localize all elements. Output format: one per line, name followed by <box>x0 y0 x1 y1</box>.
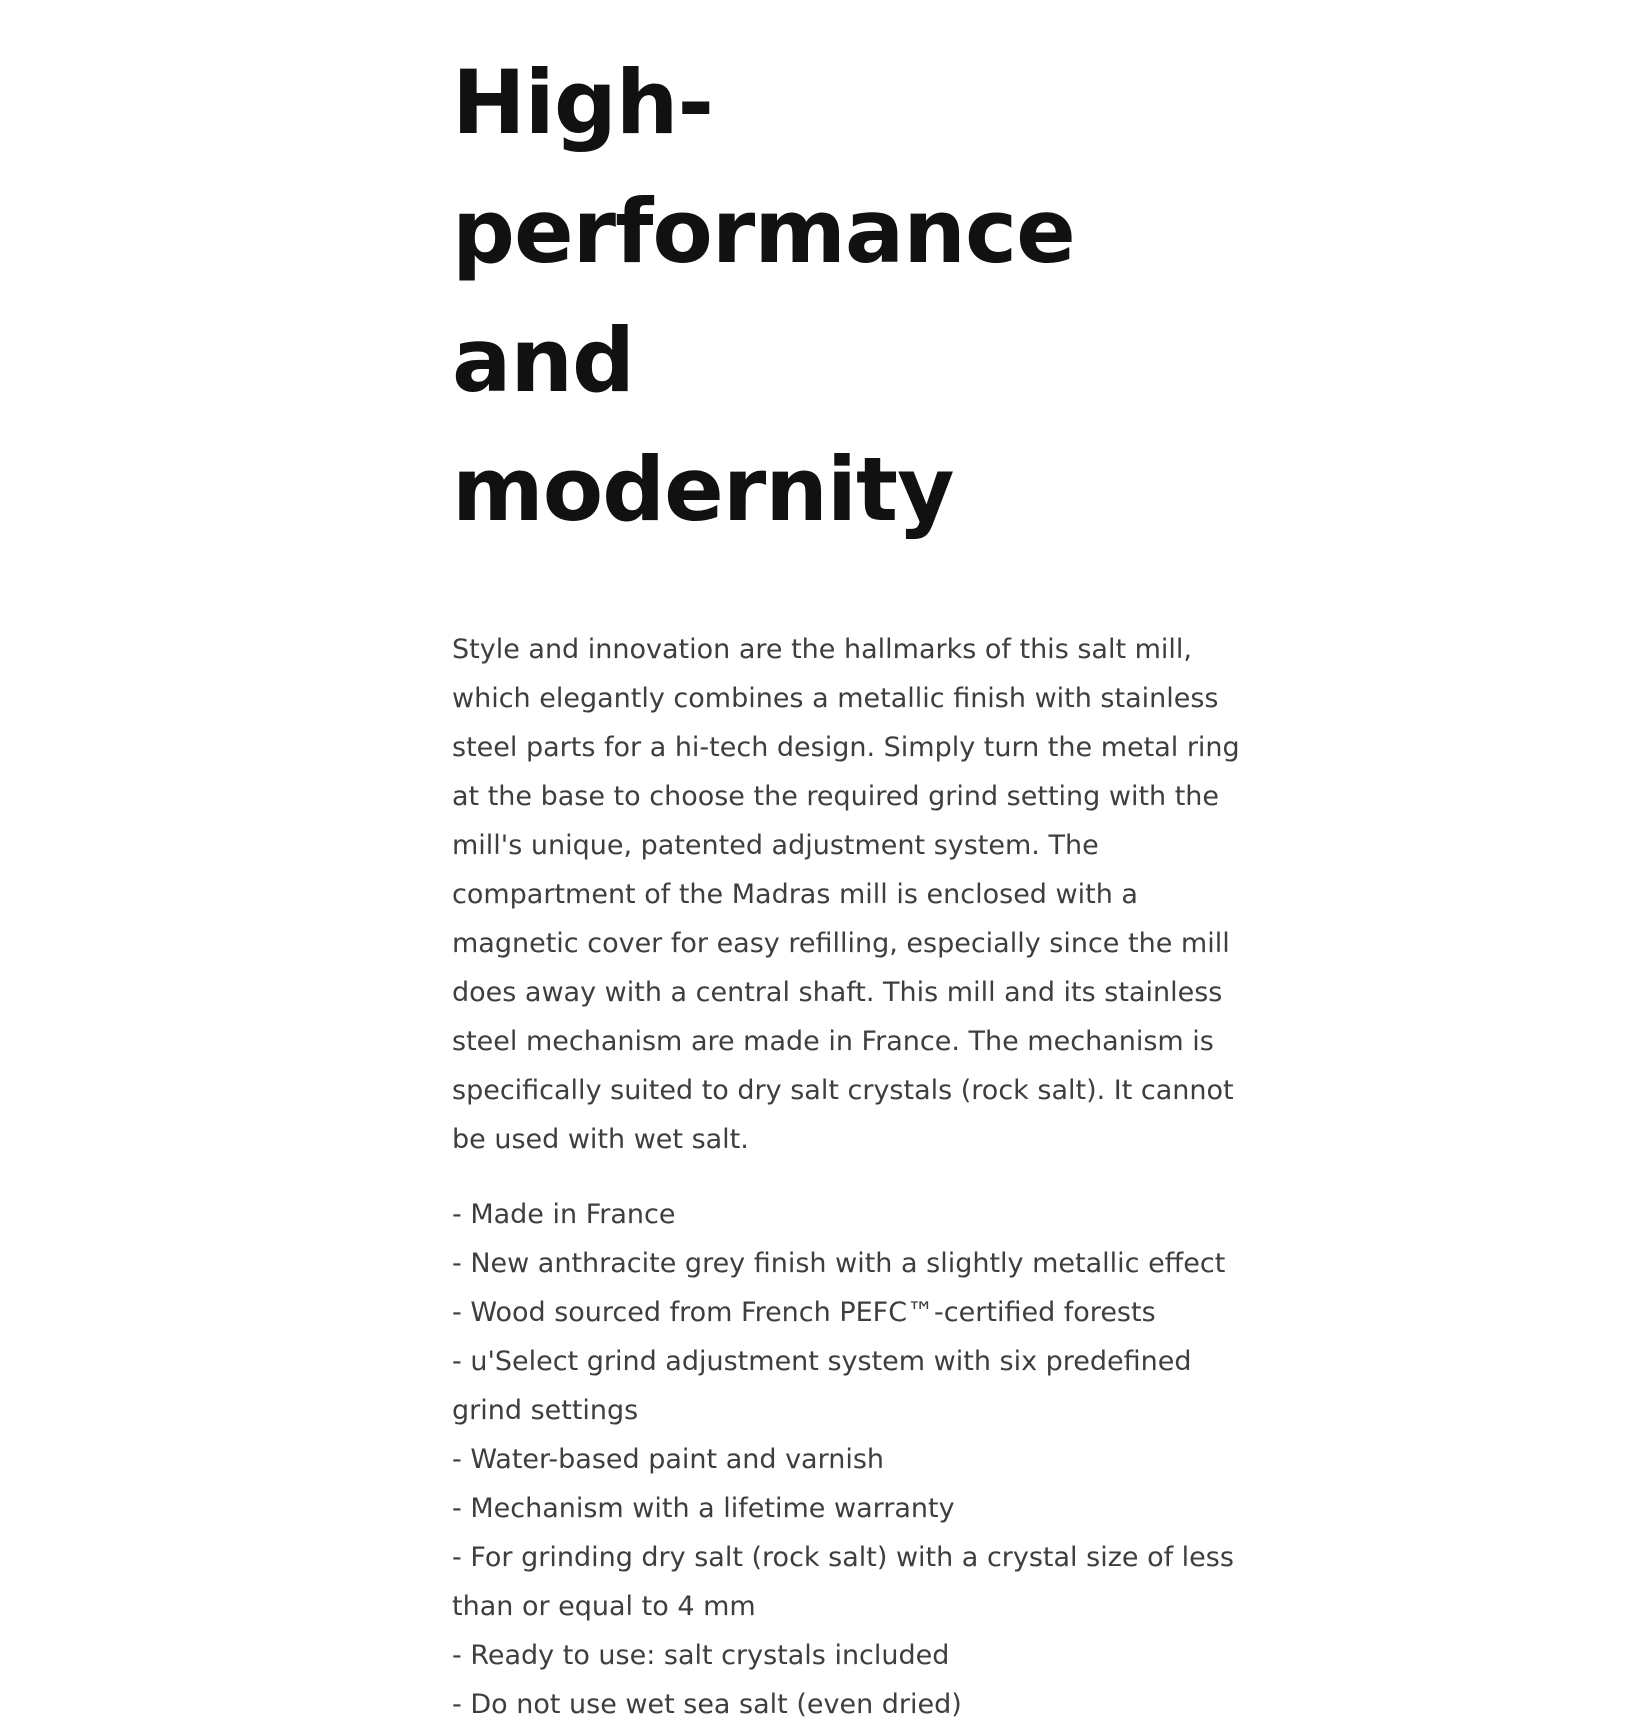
feature-item: - Wood sourced from French PEFC™-certified forests <box>452 1297 1156 1328</box>
feature-item: - Do not use wet sea salt (even dried) <box>452 1689 962 1720</box>
description-paragraph: Style and innovation are the hallmarks of this salt mill, which elegantly combines a metallic finish with stainless steel parts for a hi-tech design. Simply turn the metal ring at the base to choose the required grind setting with the mill's unique, patented adjustment system. The compartment of the Madras mill is enclosed with a magnetic cover for easy refilling, especially since the mill does away with a central shaft. This mill and its stainless steel mechanism are made in France. The mechanism is specifically suited to dry salt crystals (rock salt). It cannot be used with wet salt. <box>452 634 1240 1155</box>
product-description-section <box>452 38 1252 1729</box>
feature-item: - Mechanism with a lifetime warranty <box>452 1493 955 1524</box>
feature-item: - New anthracite grey finish with a slightly metallic effect <box>452 1248 1226 1279</box>
feature-item: - u'Select grind adjustment system with six predefined grind settings <box>452 1346 1192 1426</box>
heading-line: performance and <box>452 180 1075 412</box>
feature-item: - Water-based paint and varnish <box>452 1444 885 1475</box>
feature-list <box>452 1190 1252 1729</box>
section-heading <box>452 38 1252 554</box>
feature-item: - For grinding dry salt (rock salt) with a crystal size of less than or equal to 4 mm <box>452 1542 1234 1622</box>
feature-item: - Made in France <box>452 1199 676 1230</box>
heading-line: High- <box>452 51 713 154</box>
heading-line: modernity <box>452 438 954 541</box>
feature-item: - Ready to use: salt crystals included <box>452 1640 950 1671</box>
